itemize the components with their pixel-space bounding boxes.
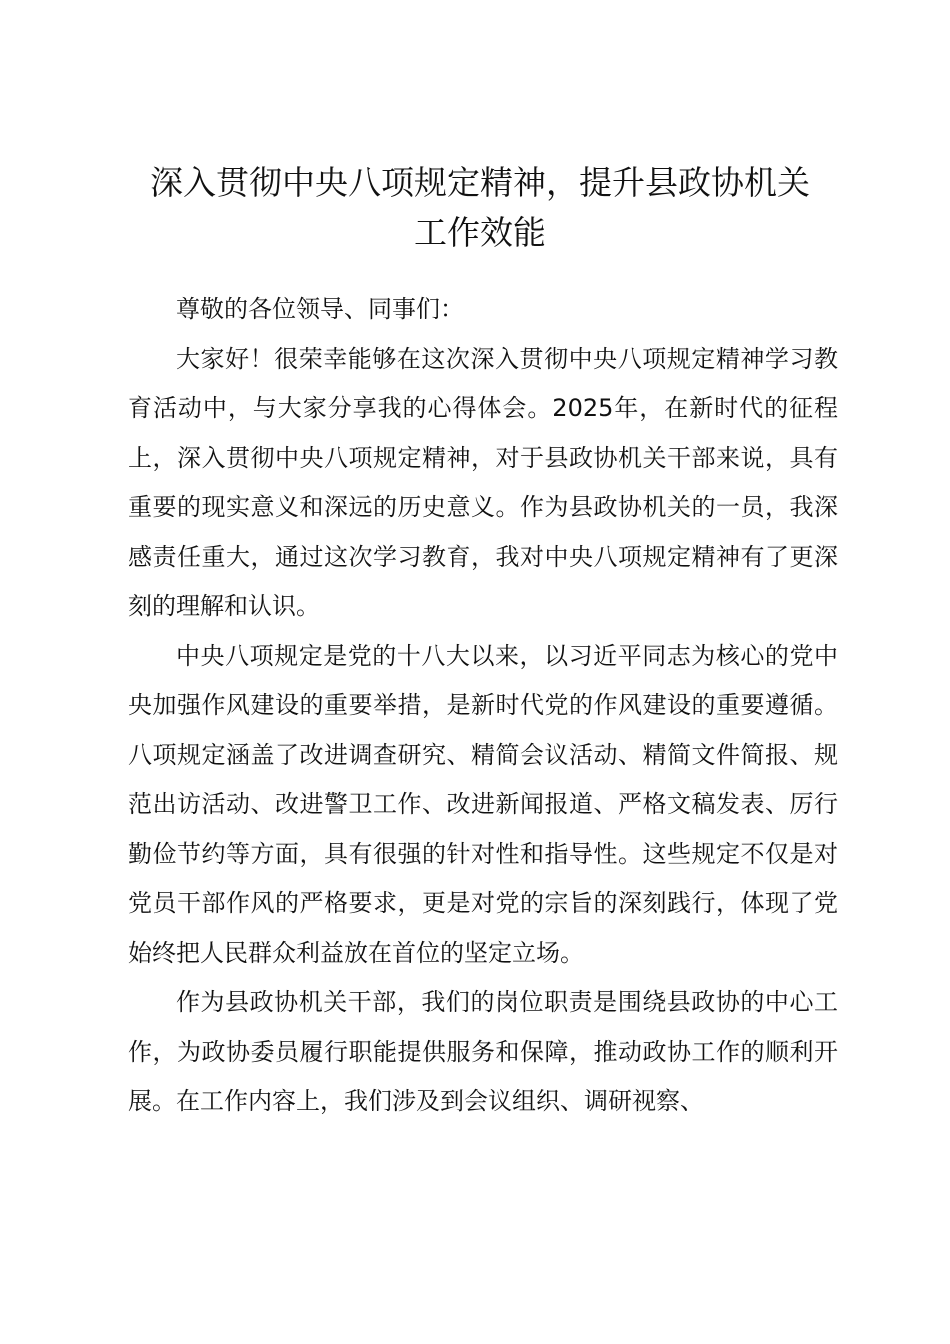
- title-line-1: 深入贯彻中央八项规定精神，提升县政协机关: [150, 163, 810, 202]
- title-line-2: 工作效能: [414, 213, 546, 252]
- paragraph: 大家好！很荣幸能够在这次深入贯彻中央八项规定精神学习教育活动中，与大家分享我的心得体会。2025年，在新时代的征程上，深入贯彻中央八项规定精神，对于县政协机关干部来说，具有重要的现实意义和深远的历史意义。作为县政协机关的一员，我深感责任重大，通过这次学习教育，我对中央八项规定精神有了更深刻的理解和认识。: [128, 344, 838, 620]
- paragraph: 中央八项规定是党的十八大以来，以习近平同志为核心的党中央加强作风建设的重要举措，是新时代党的作风建设的重要遵循。八项规定涵盖了改进调查研究、精简会议活动、精简文件简报、规范出访活动、改进警卫工作、改进新闻报道、严格文稿发表、厉行勤俭节约等方面，具有很强的针对性和指导性。这些规定不仅是对党员干部作风的严格要求，更是对党的宗旨的深刻践行，体现了党始终把人民群众利益放在首位的坚定立场。: [128, 641, 838, 967]
- document-title: [110, 158, 850, 258]
- document-body: [128, 285, 838, 1127]
- paragraph: 作为县政协机关干部，我们的岗位职责是围绕县政协的中心工作，为政协委员履行职能提供服务和保障，推动政协工作的顺利开展。在工作内容上，我们涉及到会议组织、调研视察、: [128, 988, 838, 1115]
- salutation: 尊敬的各位领导、同事们：: [176, 295, 464, 323]
